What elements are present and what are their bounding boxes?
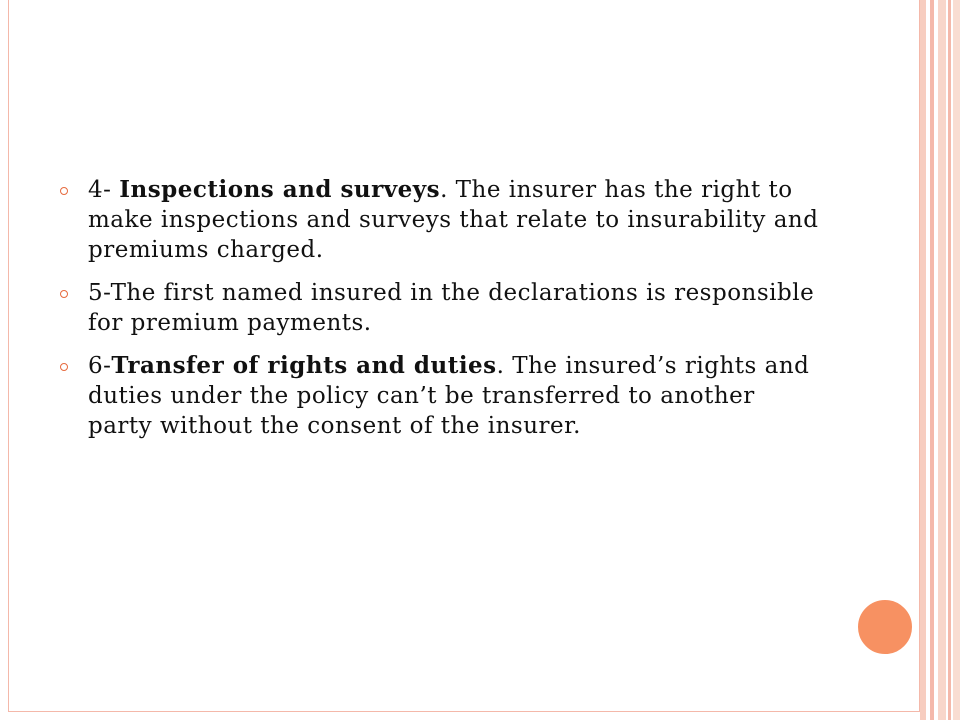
bullet-text: . The insured’s rights and duties under the policy can’t be transferred to another party without the consent of the insurer. xyxy=(88,353,810,439)
bullet-item xyxy=(60,351,820,441)
decorative-stripe xyxy=(930,0,934,720)
decorative-stripe xyxy=(953,0,960,720)
bullet-item xyxy=(60,175,820,265)
decorative-stripe xyxy=(938,0,946,720)
bullet-text: . The insurer has the right to make inspections and surveys that relate to insurability and premiums charged. xyxy=(88,177,819,263)
decorative-stripe xyxy=(948,0,951,720)
circle-bullet-icon xyxy=(60,290,68,298)
bullet-heading: Transfer of rights and duties xyxy=(111,352,497,379)
bullet-item xyxy=(60,278,820,338)
bullet-prefix: 6- xyxy=(88,353,112,379)
bullet-prefix: 4- xyxy=(88,177,120,203)
bullet-text: 5-The first named insured in the declarations is responsible for premium payments. xyxy=(88,280,815,336)
accent-circle xyxy=(856,598,914,656)
decorative-stripe xyxy=(920,0,926,720)
bullet-list xyxy=(60,175,820,454)
circle-bullet-icon xyxy=(60,187,68,195)
circle-bullet-icon xyxy=(60,363,68,371)
bullet-heading: Inspections and surveys xyxy=(119,176,441,203)
